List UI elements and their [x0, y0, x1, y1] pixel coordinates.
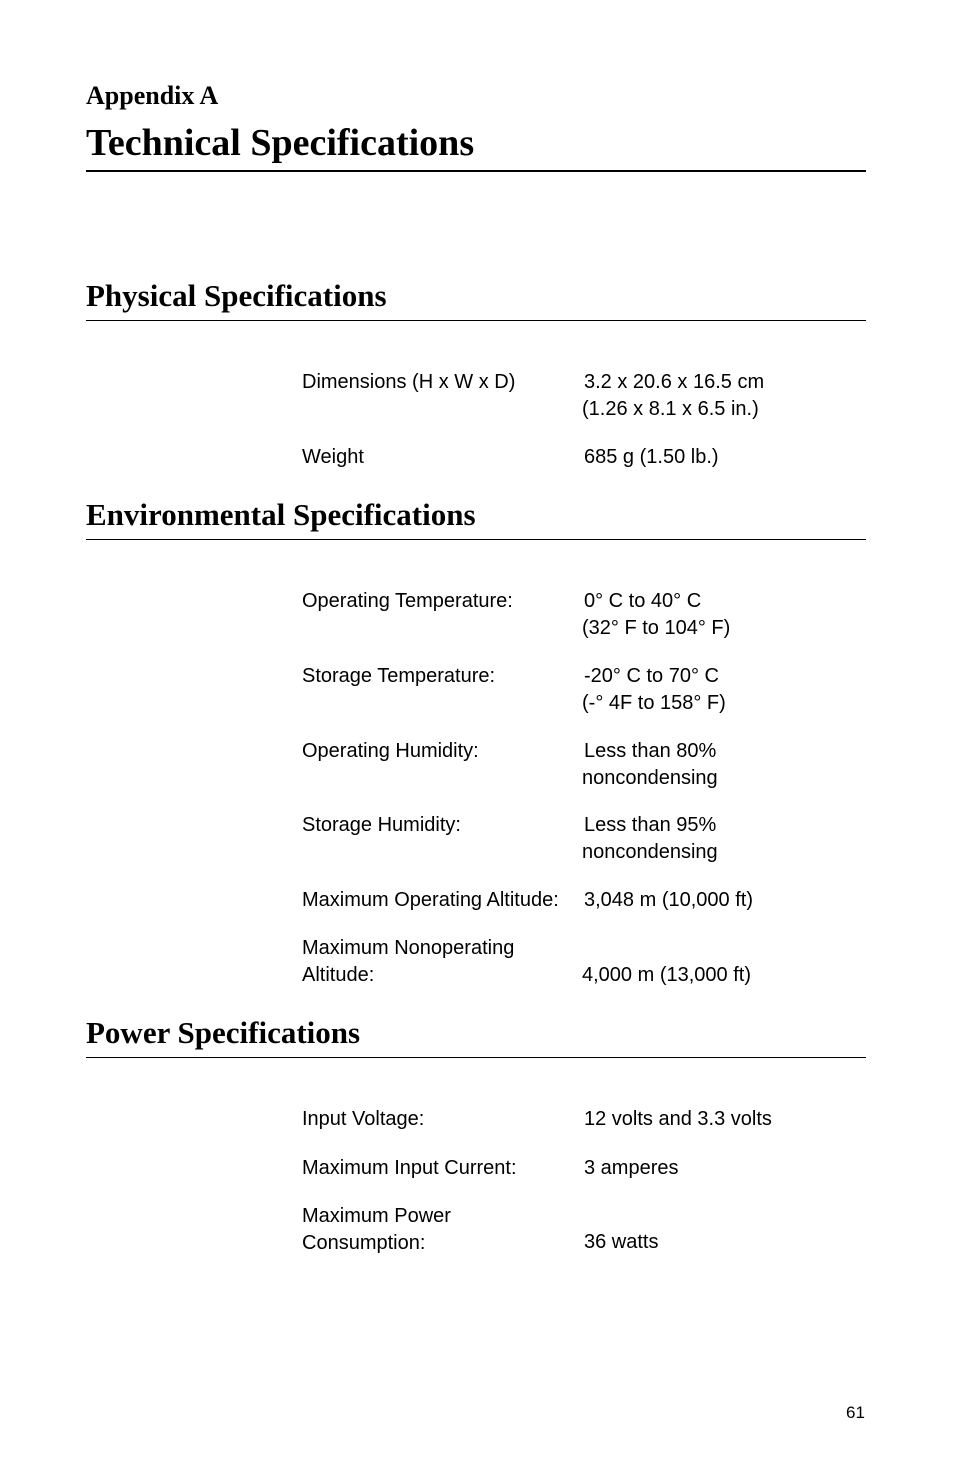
section-title-power: Power Specifications	[86, 1015, 361, 1050]
spec-value-max-operating-altitude: 3,048 m (10,000 ft)	[584, 889, 753, 911]
spec-value-storage-temperature: -20° C to 70° C (-° 4F to 158° F)	[582, 665, 726, 714]
appendix-label: Appendix A	[86, 81, 219, 110]
spec-value-max-nonoperating-altitude: 4,000 m (13,000 ft)	[582, 964, 751, 986]
page-title: Technical Specifications	[86, 122, 475, 164]
spec-label-max-power-consumption: Maximum Power Consumption:	[302, 1205, 451, 1254]
spec-label-operating-humidity: Operating Humidity:	[302, 740, 479, 762]
section-rule-environmental	[86, 539, 866, 540]
spec-value-max-input-current: 3 amperes	[584, 1157, 679, 1179]
spec-value-weight: 685 g (1.50 lb.)	[584, 446, 719, 468]
spec-label-max-operating-altitude: Maximum Operating Altitude:	[302, 889, 559, 911]
section-title-physical: Physical Specifications	[86, 278, 387, 313]
spec-label-input-voltage: Input Voltage:	[302, 1108, 425, 1130]
section-title-environmental: Environmental Specifications	[86, 497, 476, 532]
spec-label-storage-humidity: Storage Humidity:	[302, 814, 461, 836]
title-rule	[86, 170, 866, 172]
spec-value-storage-humidity: Less than 95% noncondensing	[582, 814, 718, 863]
spec-value-operating-temperature: 0° C to 40° C (32° F to 104° F)	[582, 590, 731, 639]
spec-value-max-power-consumption: 36 watts	[584, 1231, 659, 1253]
spec-value-operating-humidity: Less than 80% noncondensing	[582, 740, 718, 789]
spec-label-dimensions: Dimensions (H x W x D)	[302, 371, 516, 393]
spec-label-storage-temperature: Storage Temperature:	[302, 665, 496, 687]
spec-label-operating-temperature: Operating Temperature:	[302, 590, 513, 612]
spec-label-max-input-current: Maximum Input Current:	[302, 1157, 517, 1179]
page-number: 61	[846, 1403, 865, 1422]
section-rule-power	[86, 1057, 866, 1058]
spec-label-weight: Weight	[302, 446, 364, 468]
spec-label-max-nonoperating-altitude: Maximum Nonoperating Altitude:	[302, 937, 515, 986]
spec-value-input-voltage: 12 volts and 3.3 volts	[584, 1108, 772, 1130]
spec-value-dimensions: 3.2 x 20.6 x 16.5 cm (1.26 x 8.1 x 6.5 in.)	[582, 371, 765, 420]
section-rule-physical	[86, 320, 866, 321]
